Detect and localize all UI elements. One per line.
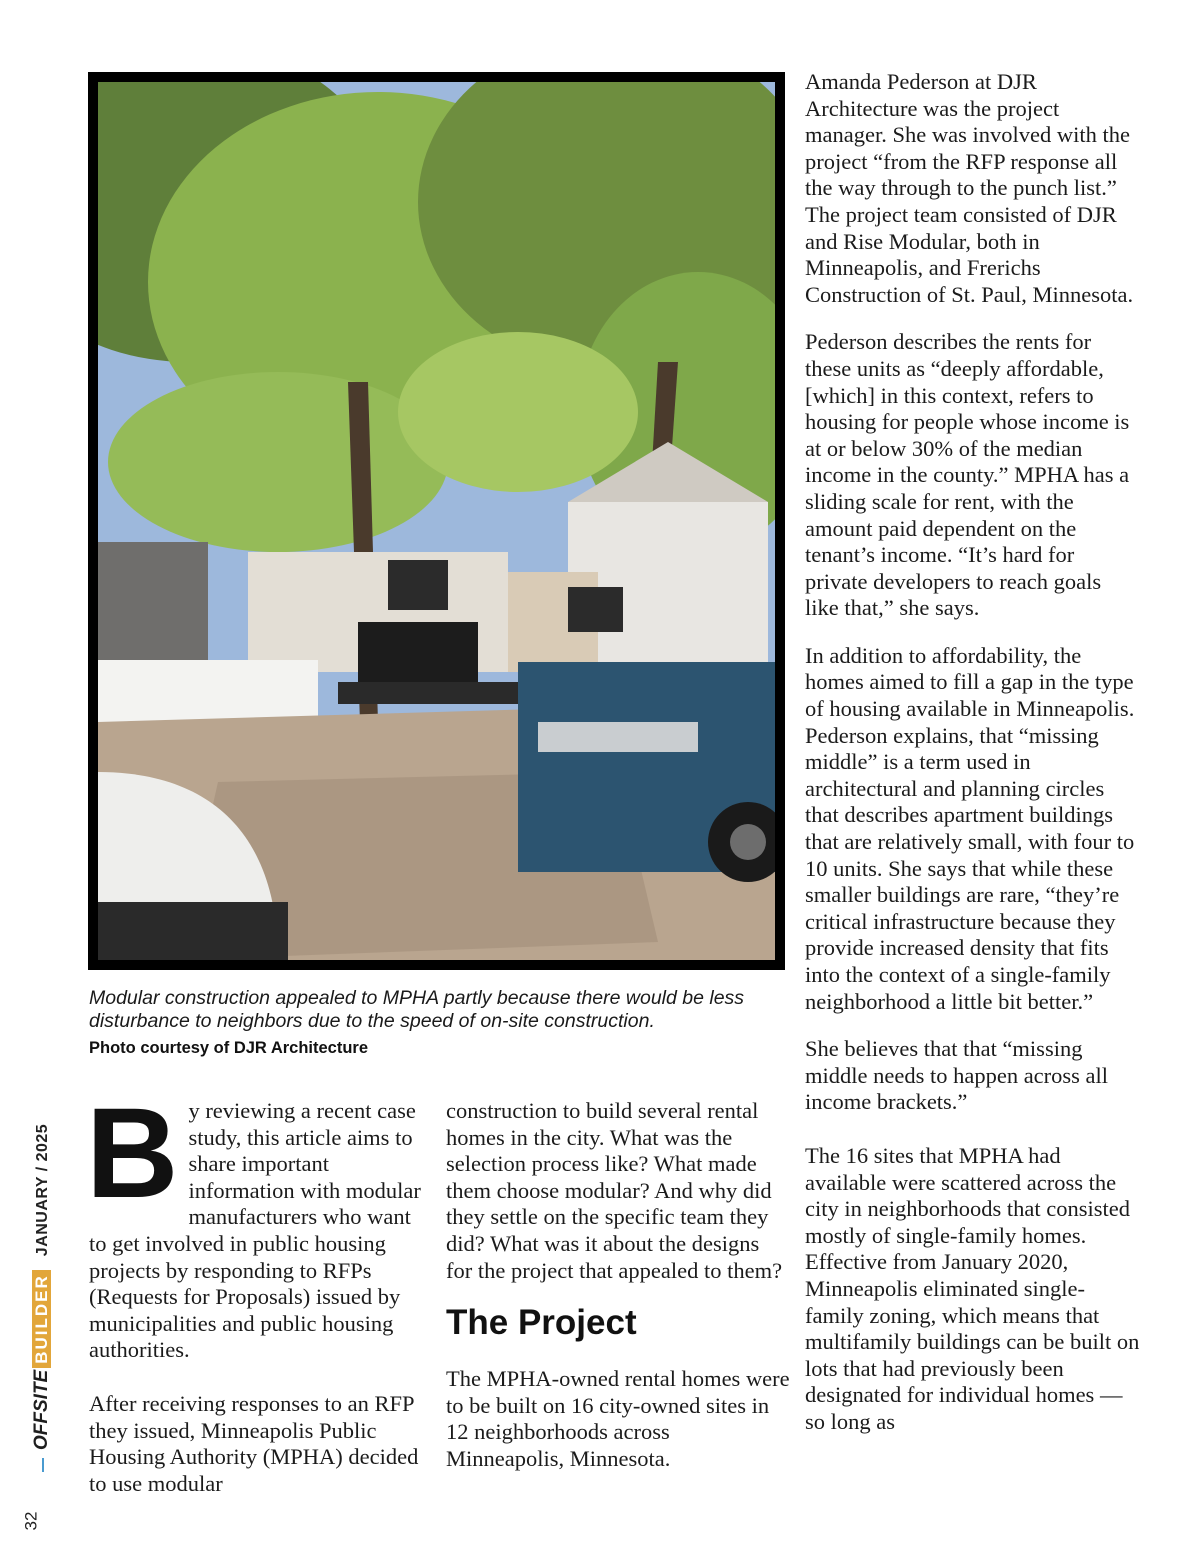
photo-credit: Photo courtesy of DJR Architecture: [89, 1039, 369, 1057]
brand-builder: BUILDER: [32, 1270, 51, 1368]
intro-paragraph: y reviewing a recent case study, this article aims to share important information with modular manufacturers who want to get involved in public housing projects by responding to RFPs (Requests for Proposals) issued by municipalities and public housing authorities.: [89, 1098, 421, 1363]
paragraph: She believes that that “missing middle needs to happen across all income brackets.”: [805, 1036, 1109, 1115]
article-photo: [88, 72, 785, 970]
brand-offsite: OFFSITE: [31, 1369, 52, 1450]
page-number: 32: [21, 1511, 41, 1531]
publication-label: [31, 1124, 53, 1472]
issue-date: JANUARY / 2025: [34, 1123, 51, 1257]
accent-bar: [42, 1458, 44, 1472]
photo-caption: [89, 987, 789, 1059]
paragraph: After receiving responses to an RFP they issued, Minneapolis Public Housing Authority (MPHA) decided to use modular: [89, 1390, 419, 1496]
construction-site-photo: [98, 82, 775, 960]
paragraph: The MPHA-owned rental homes were to be built on 16 city-owned sites in 12 neighborhoods across Minneapolis, Minnesota.: [446, 1366, 790, 1471]
paragraph: Pederson describes the rents for these units as “deeply affordable, [which] in this context, refers to housing for people whose income is at or below 30% of the median income in the county.” MPHA has a sliding scale for rent, with the amount paid dependent on the tenant’s income. “It’s hard for private developers to reach goals like that,” she says.: [805, 329, 1130, 621]
article-column-1: [86, 1082, 429, 1497]
drop-cap: B: [86, 1082, 179, 1225]
paragraph: construction to build several rental homes in the city. What was the selection process like? What made them choose modular? And why did they settle on the specific team they did? What was it about the designs for the project that appealed to them?: [446, 1098, 783, 1283]
running-footer: [0, 1123, 60, 1530]
paragraph: In addition to affordability, the homes aimed to fill a gap in the type of housing available in Minneapolis. Pederson explains, that “missing middle” is a term used in architectural and planning circles that describes apartment buildings that are relatively small, with four to 10 units. She says that while these smaller buildings are rare, “they’re critical infrastructure because they provide increased density that fits into the context of a single-family neighborhood a little bit better.”: [805, 642, 1135, 1014]
caption-text: Modular construction appealed to MPHA partly because there would be less disturbance to neighbors due to the speed of on-site construction.: [89, 987, 745, 1032]
section-heading: The Project: [446, 1303, 637, 1343]
article-column-3: [805, 69, 1140, 1436]
article-column-2: [446, 1098, 791, 1473]
paragraph: Amanda Pederson at DJR Architecture was the project manager. She was involved with the project “from the RFP response all the way through to the punch list.” The project team consisted of DJR and Rise Modular, both in Minneapolis, and Frerichs Construction of St. Paul, Minnesota.: [805, 69, 1134, 307]
paragraph: The 16 sites that MPHA had available were scattered across the city in neighborhoods that consisted mostly of single-family homes. Effective from January 2020, Minneapolis eliminated single-family zoning, which means that multifamily buildings can be built on lots that had previously been designated for individual homes — so long as: [805, 1142, 1140, 1434]
generator: [358, 622, 478, 692]
